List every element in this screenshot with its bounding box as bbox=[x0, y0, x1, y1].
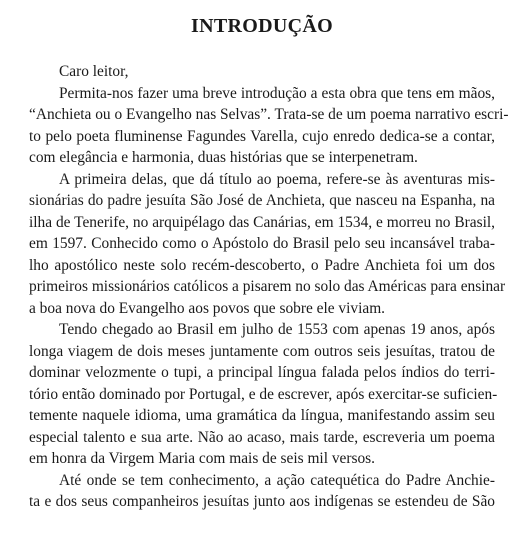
text-line: Caro leitor, bbox=[59, 63, 129, 80]
text-line: dominar velozmente o tupi, a principal língua falada pelos índios do terri- bbox=[29, 364, 495, 381]
text-line: a boa nova do Evangelho aos povos que sobre ele viviam. bbox=[29, 299, 386, 317]
text-line: lho apostólico neste solo recém-descoberto, o Padre Anchieta foi um dos bbox=[29, 256, 495, 274]
text-line: Até onde se tem conhecimento, a ação catequética do Padre Anchie- bbox=[59, 471, 495, 489]
text-line: com elegância e harmonia, duas histórias que se interpenetram. bbox=[29, 149, 418, 166]
text-line: ta e dos seus companheiros jesuítas junto aos indígenas se estendeu de São bbox=[29, 493, 495, 510]
text-line: sionárias do padre jesuíta São José de Anchieta, que nasceu na Espanha, na bbox=[29, 192, 495, 209]
document-page bbox=[29, 0, 509, 513]
text-line: tório então dominado por Portugal, e de escrever, após exercitar-se suficien- bbox=[29, 385, 498, 403]
text-line: longa viagem de dois meses juntamente com outros seis jesuítas, tratou de bbox=[29, 342, 495, 360]
text-line: primeiros missionários católicos a pisarem no solo das Américas para ensinar bbox=[29, 278, 506, 295]
text-line: A primeira delas, que dá título ao poema, refere-se às aventuras mis- bbox=[59, 170, 495, 188]
page-title: INTRODUÇÃO bbox=[191, 15, 333, 37]
text-line: em honra da Virgem Maria com mais de seis mil versos. bbox=[29, 450, 376, 467]
text-line: temente naquele idioma, uma gramática da língua, manifestando assim seu bbox=[29, 407, 495, 424]
text-line: to pelo poeta fluminense Fagundes Varella, cujo enredo dedica-se a contar, bbox=[29, 127, 495, 145]
text-line: especial talento e sua arte. Não ao acaso, mais tarde, escreveria um poema bbox=[29, 428, 495, 446]
text-line: “Anchieta ou o Evangelho nas Selvas”. Trata-se de um poema narrativo escri- bbox=[29, 106, 509, 123]
text-line: Tendo chegado ao Brasil em julho de 1553 com apenas 19 anos, após bbox=[59, 321, 495, 338]
text-line: em 1597. Conhecido como o Apóstolo do Brasil pelo seu incansável traba- bbox=[29, 235, 495, 252]
text-line: ilha de Tenerife, no arquipélago das Canárias, em 1534, e morreu no Brasil, bbox=[29, 213, 495, 231]
text-line: Permita-nos fazer uma breve introdução a esta obra que tens em mãos, bbox=[59, 84, 495, 102]
body-text bbox=[29, 61, 509, 513]
